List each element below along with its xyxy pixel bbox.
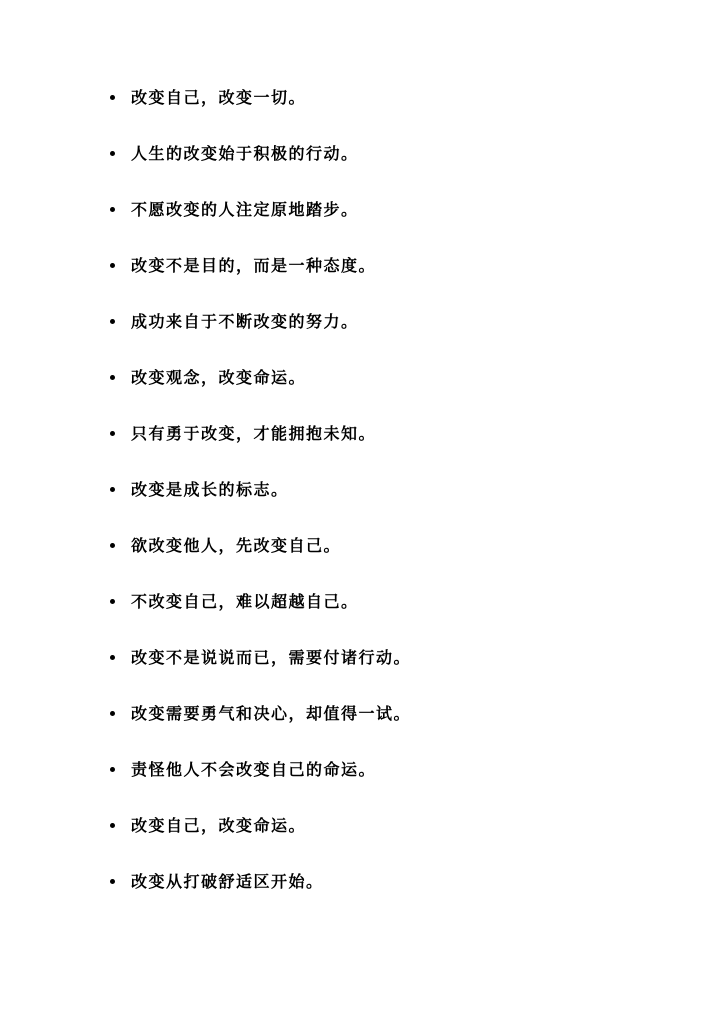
list-item-text: 成功来自于不断改变的努力。 [131, 312, 359, 331]
bullet-icon [110, 543, 115, 548]
bullet-icon [110, 263, 115, 268]
list-item [0, 366, 720, 422]
list-item-text: 不愿改变的人注定原地踏步。 [131, 200, 359, 219]
list-item [0, 310, 720, 366]
list-item-text: 人生的改变始于积极的行动。 [131, 144, 359, 163]
list-item [0, 814, 720, 870]
list-item [0, 758, 720, 814]
list-item [0, 198, 720, 254]
list-item [0, 254, 720, 310]
list-item-text: 欲改变他人，先改变自己。 [131, 536, 342, 555]
list-item-text: 改变不是目的，而是一种态度。 [131, 256, 377, 275]
bullet-icon [110, 207, 115, 212]
list-item [0, 590, 720, 646]
bullet-icon [110, 375, 115, 380]
list-item [0, 534, 720, 590]
bullet-icon [110, 319, 115, 324]
list-item [0, 142, 720, 198]
bullet-icon [110, 487, 115, 492]
bullet-icon [110, 151, 115, 156]
list-item-text: 改变自己，改变一切。 [131, 88, 307, 107]
list-item-text: 改变自己，改变命运。 [131, 816, 307, 835]
list-item [0, 478, 720, 534]
bullet-icon [110, 599, 115, 604]
list-item [0, 702, 720, 758]
list-item-text: 改变需要勇气和决心，却值得一试。 [131, 704, 412, 723]
list-item-text: 只有勇于改变，才能拥抱未知。 [131, 424, 377, 443]
list-item-text: 改变从打破舒适区开始。 [131, 872, 324, 891]
list-item-text: 改变不是说说而已，需要付诸行动。 [131, 648, 412, 667]
list-item-text: 改变是成长的标志。 [131, 480, 289, 499]
list-item-text: 不改变自己，难以超越自己。 [131, 592, 359, 611]
bullet-icon [110, 879, 115, 884]
bullet-icon [110, 655, 115, 660]
quote-list [0, 86, 720, 926]
list-item-text: 改变观念，改变命运。 [131, 368, 307, 387]
bullet-icon [110, 95, 115, 100]
bullet-icon [110, 823, 115, 828]
list-item [0, 422, 720, 478]
list-item [0, 870, 720, 926]
list-item-text: 责怪他人不会改变自己的命运。 [131, 760, 377, 779]
bullet-icon [110, 767, 115, 772]
bullet-icon [110, 711, 115, 716]
list-item [0, 646, 720, 702]
bullet-icon [110, 431, 115, 436]
list-item [0, 86, 720, 142]
